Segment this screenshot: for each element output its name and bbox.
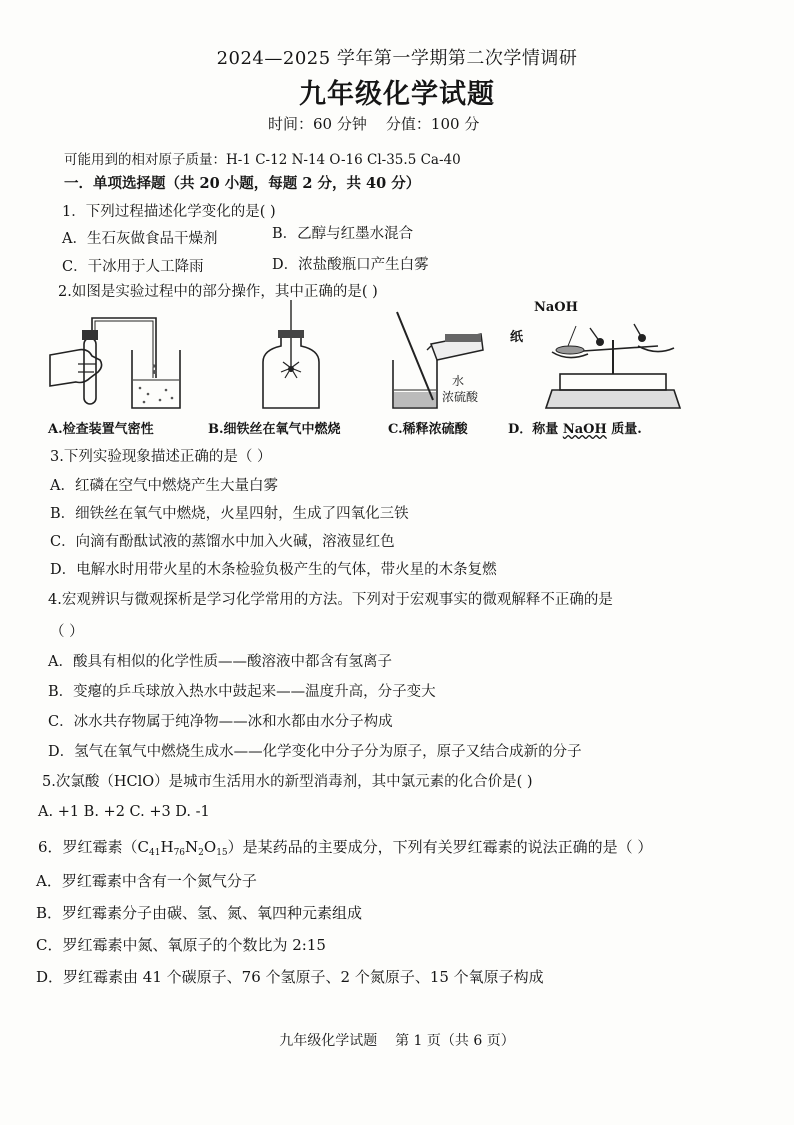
figure-d-balance bbox=[538, 300, 688, 412]
q1-option-a: A．生石灰做食品干燥剂 bbox=[62, 231, 218, 247]
caption-c: C.稀释浓硫酸 bbox=[388, 422, 468, 437]
label-water: 水 bbox=[452, 374, 465, 388]
q4-stem: 4.宏观辨识与微观探析是学习化学常用的方法。下列对于宏观事实的微观解释不正确的是 bbox=[48, 592, 613, 608]
q3-option-d: D．电解水时用带火星的木条检验负极产生的气体，带火星的木条复燃 bbox=[50, 562, 497, 578]
q6-formula: $C_{41}H_{76}N_2O_{15}$ bbox=[137, 838, 228, 858]
q4-paren: （ ） bbox=[50, 624, 84, 640]
q3-option-a: A．红磷在空气中燃烧产生大量白雾 bbox=[50, 478, 278, 494]
label-naoh: NaOH bbox=[534, 300, 578, 315]
q3-option-b: B．细铁丝在氧气中燃烧，火星四射，生成了四氧化三铁 bbox=[50, 506, 409, 522]
q2-figures bbox=[48, 300, 688, 415]
q6-option-c: C．罗红霉素中氮、氧原子的个数比为 2:15 bbox=[36, 936, 326, 954]
page-footer: 九年级化学试题 第 1 页（共 6 页） bbox=[279, 1033, 515, 1049]
q1-option-b: B．乙醇与红墨水混合 bbox=[272, 226, 414, 242]
q3-option-c: C．向滴有酚酞试液的蒸馏水中加入火碱，溶液显红色 bbox=[50, 534, 395, 550]
q2-stem: 2.如图是实验过程中的部分操作，其中正确的是( ) bbox=[58, 284, 378, 300]
q4-option-d: D．氢气在氧气中燃烧生成水——化学变化中分子分为原子，原子又结合成新的分子 bbox=[48, 744, 582, 760]
q6-option-a: A．罗红霉素中含有一个氮气分子 bbox=[36, 872, 257, 890]
caption-d bbox=[508, 418, 642, 437]
q5-stem: 5.次氯酸（HClO）是城市生活用水的新型消毒剂，其中氯元素的化合价是( ) bbox=[42, 774, 533, 790]
section-heading: 一．单项选择题（共 20 小题，每题 2 分，共 40 分） bbox=[64, 175, 421, 192]
figure-b-iron-burning bbox=[253, 300, 333, 412]
q3-stem: 3.下列实验现象描述正确的是（ ） bbox=[50, 449, 272, 465]
atomic-masses: 可能用到的相对原子质量：H-1 C-12 N-14 O-16 Cl-35.5 Ca-40 bbox=[64, 152, 461, 168]
label-conc-acid: 浓硫酸 bbox=[442, 390, 479, 404]
label-paper: 纸 bbox=[510, 330, 524, 345]
q1-option-d: D．浓盐酸瓶口产生白雾 bbox=[272, 257, 429, 273]
figure-a-airtight-check bbox=[48, 300, 193, 412]
exam-title-line1: 2024—2025 学年第一学期第二次学情调研 bbox=[216, 48, 578, 69]
q4-option-a: A．酸具有相似的化学性质——酸溶液中都含有氢离子 bbox=[48, 654, 392, 670]
exam-title: 九年级化学试题 bbox=[299, 79, 495, 110]
caption-d-prefix: D．称量 bbox=[508, 422, 563, 437]
caption-d-suffix: 质量. bbox=[606, 422, 642, 437]
q6-stem-suffix: ）是某药品的主要成分，下列有关罗红霉素的说法正确的是（ ） bbox=[227, 838, 653, 856]
q6-stem bbox=[38, 836, 652, 858]
q6-option-d: D．罗红霉素由 41 个碳原子、76 个氢原子、2 个氮原子、15 个氧原子构成 bbox=[36, 968, 544, 986]
q4-option-b: B．变瘪的乒乓球放入热水中鼓起来——温度升高，分子变大 bbox=[48, 684, 436, 700]
time-score-info: 时间：60 分钟 分值：100 分 bbox=[268, 115, 480, 133]
q1-stem: 1．下列过程描述化学变化的是( ) bbox=[62, 204, 276, 220]
q1-option-c: C．干冰用于人工降雨 bbox=[62, 259, 204, 275]
caption-a: A.检查装置气密性 bbox=[48, 422, 154, 437]
q4-option-c: C．冰水共存物属于纯净物——冰和水都由水分子构成 bbox=[48, 714, 393, 730]
caption-d-naoh: NaOH bbox=[562, 422, 607, 437]
q6-stem-prefix: 6．罗红霉素（ bbox=[38, 838, 138, 856]
q6-option-b: B．罗红霉素分子由碳、氢、氮、氧四种元素组成 bbox=[36, 904, 363, 922]
q5-options: A. +1 B. +2 C. +3 D. -1 bbox=[38, 804, 210, 820]
caption-b: B.细铁丝在氧气中燃烧 bbox=[208, 422, 341, 437]
